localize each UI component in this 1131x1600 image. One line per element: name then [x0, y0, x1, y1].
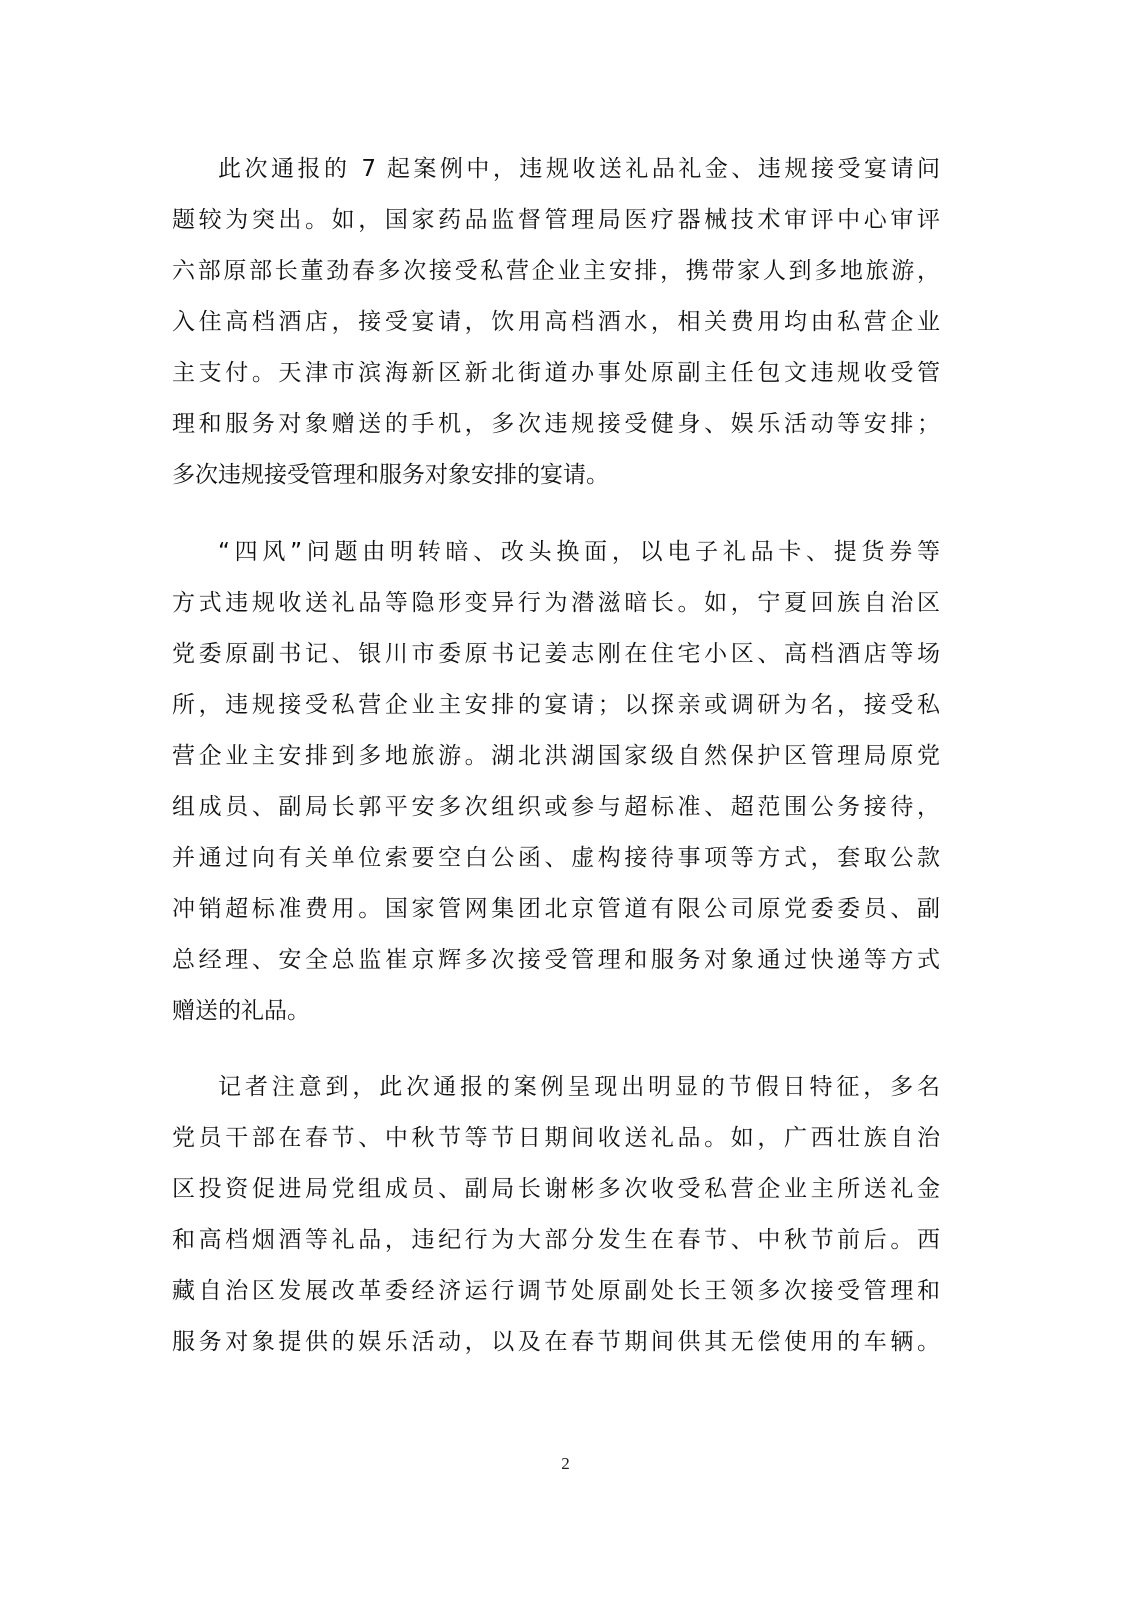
paragraph-line: 党员干部在春节、中秋节等节日期间收送礼品。如，广西壮族自治 [172, 1125, 940, 1151]
paragraph-line: 记者注意到，此次通报的案例呈现出明显的节假日特征，多名 [218, 1074, 940, 1100]
paragraph-line: 六部原部长董劲春多次接受私营企业主安排，携带家人到多地旅游， [172, 258, 940, 284]
paragraph-3 [172, 1062, 940, 1368]
paragraph-line: 赠送的礼品。 [172, 998, 310, 1024]
paragraph-line: 所，违规接受私营企业主安排的宴请；以探亲或调研为名，接受私 [172, 692, 940, 718]
page-number: 2 [561, 1454, 570, 1473]
paragraph-line: 党委原副书记、银川市委原书记姜志刚在住宅小区、高档酒店等场 [172, 641, 940, 667]
paragraph-line: 主支付。天津市滨海新区新北街道办事处原副主任包文违规收受管 [172, 360, 940, 386]
paragraph-line: 藏自治区发展改革委经济运行调节处原副处长王领多次接受管理和 [172, 1278, 940, 1304]
paragraph-2 [172, 527, 940, 1037]
paragraph-line: 入住高档酒店，接受宴请，饮用高档酒水，相关费用均由私营企业 [172, 309, 940, 335]
paragraph-line: 组成员、副局长郭平安多次组织或参与超标准、超范围公务接待， [172, 794, 940, 820]
paragraph-line: 题较为突出。如，国家药品监督管理局医疗器械技术审评中心审评 [172, 207, 940, 233]
paragraph-line: “四风”问题由明转暗、改头换面，以电子礼品卡、提货券等 [218, 539, 940, 565]
paragraph-line: 并通过向有关单位索要空白公函、虚构接待事项等方式，套取公款 [172, 845, 940, 871]
paragraph-line: 服务对象提供的娱乐活动，以及在春节期间供其无偿使用的车辆。 [172, 1329, 940, 1355]
paragraph-line: 理和服务对象赠送的手机，多次违规接受健身、娱乐活动等安排； [172, 411, 940, 437]
paragraph-line: 此次通报的 7 起案例中，违规收送礼品礼金、违规接受宴请问 [218, 156, 940, 182]
paragraph-line: 营企业主安排到多地旅游。湖北洪湖国家级自然保护区管理局原党 [172, 743, 940, 769]
paragraph-line: 区投资促进局党组成员、副局长谢彬多次收受私营企业主所送礼金 [172, 1176, 940, 1202]
paragraph-line: 和高档烟酒等礼品，违纪行为大部分发生在春节、中秋节前后。西 [172, 1227, 940, 1253]
paragraph-line: 多次违规接受管理和服务对象安排的宴请。 [172, 462, 609, 488]
paragraph-1 [172, 144, 940, 501]
paragraph-line: 总经理、安全总监崔京辉多次接受管理和服务对象通过快递等方式 [172, 947, 940, 973]
paragraph-line: 冲销超标准费用。国家管网集团北京管道有限公司原党委委员、副 [172, 896, 940, 922]
paragraph-line: 方式违规收送礼品等隐形变异行为潜滋暗长。如，宁夏回族自治区 [172, 590, 940, 616]
